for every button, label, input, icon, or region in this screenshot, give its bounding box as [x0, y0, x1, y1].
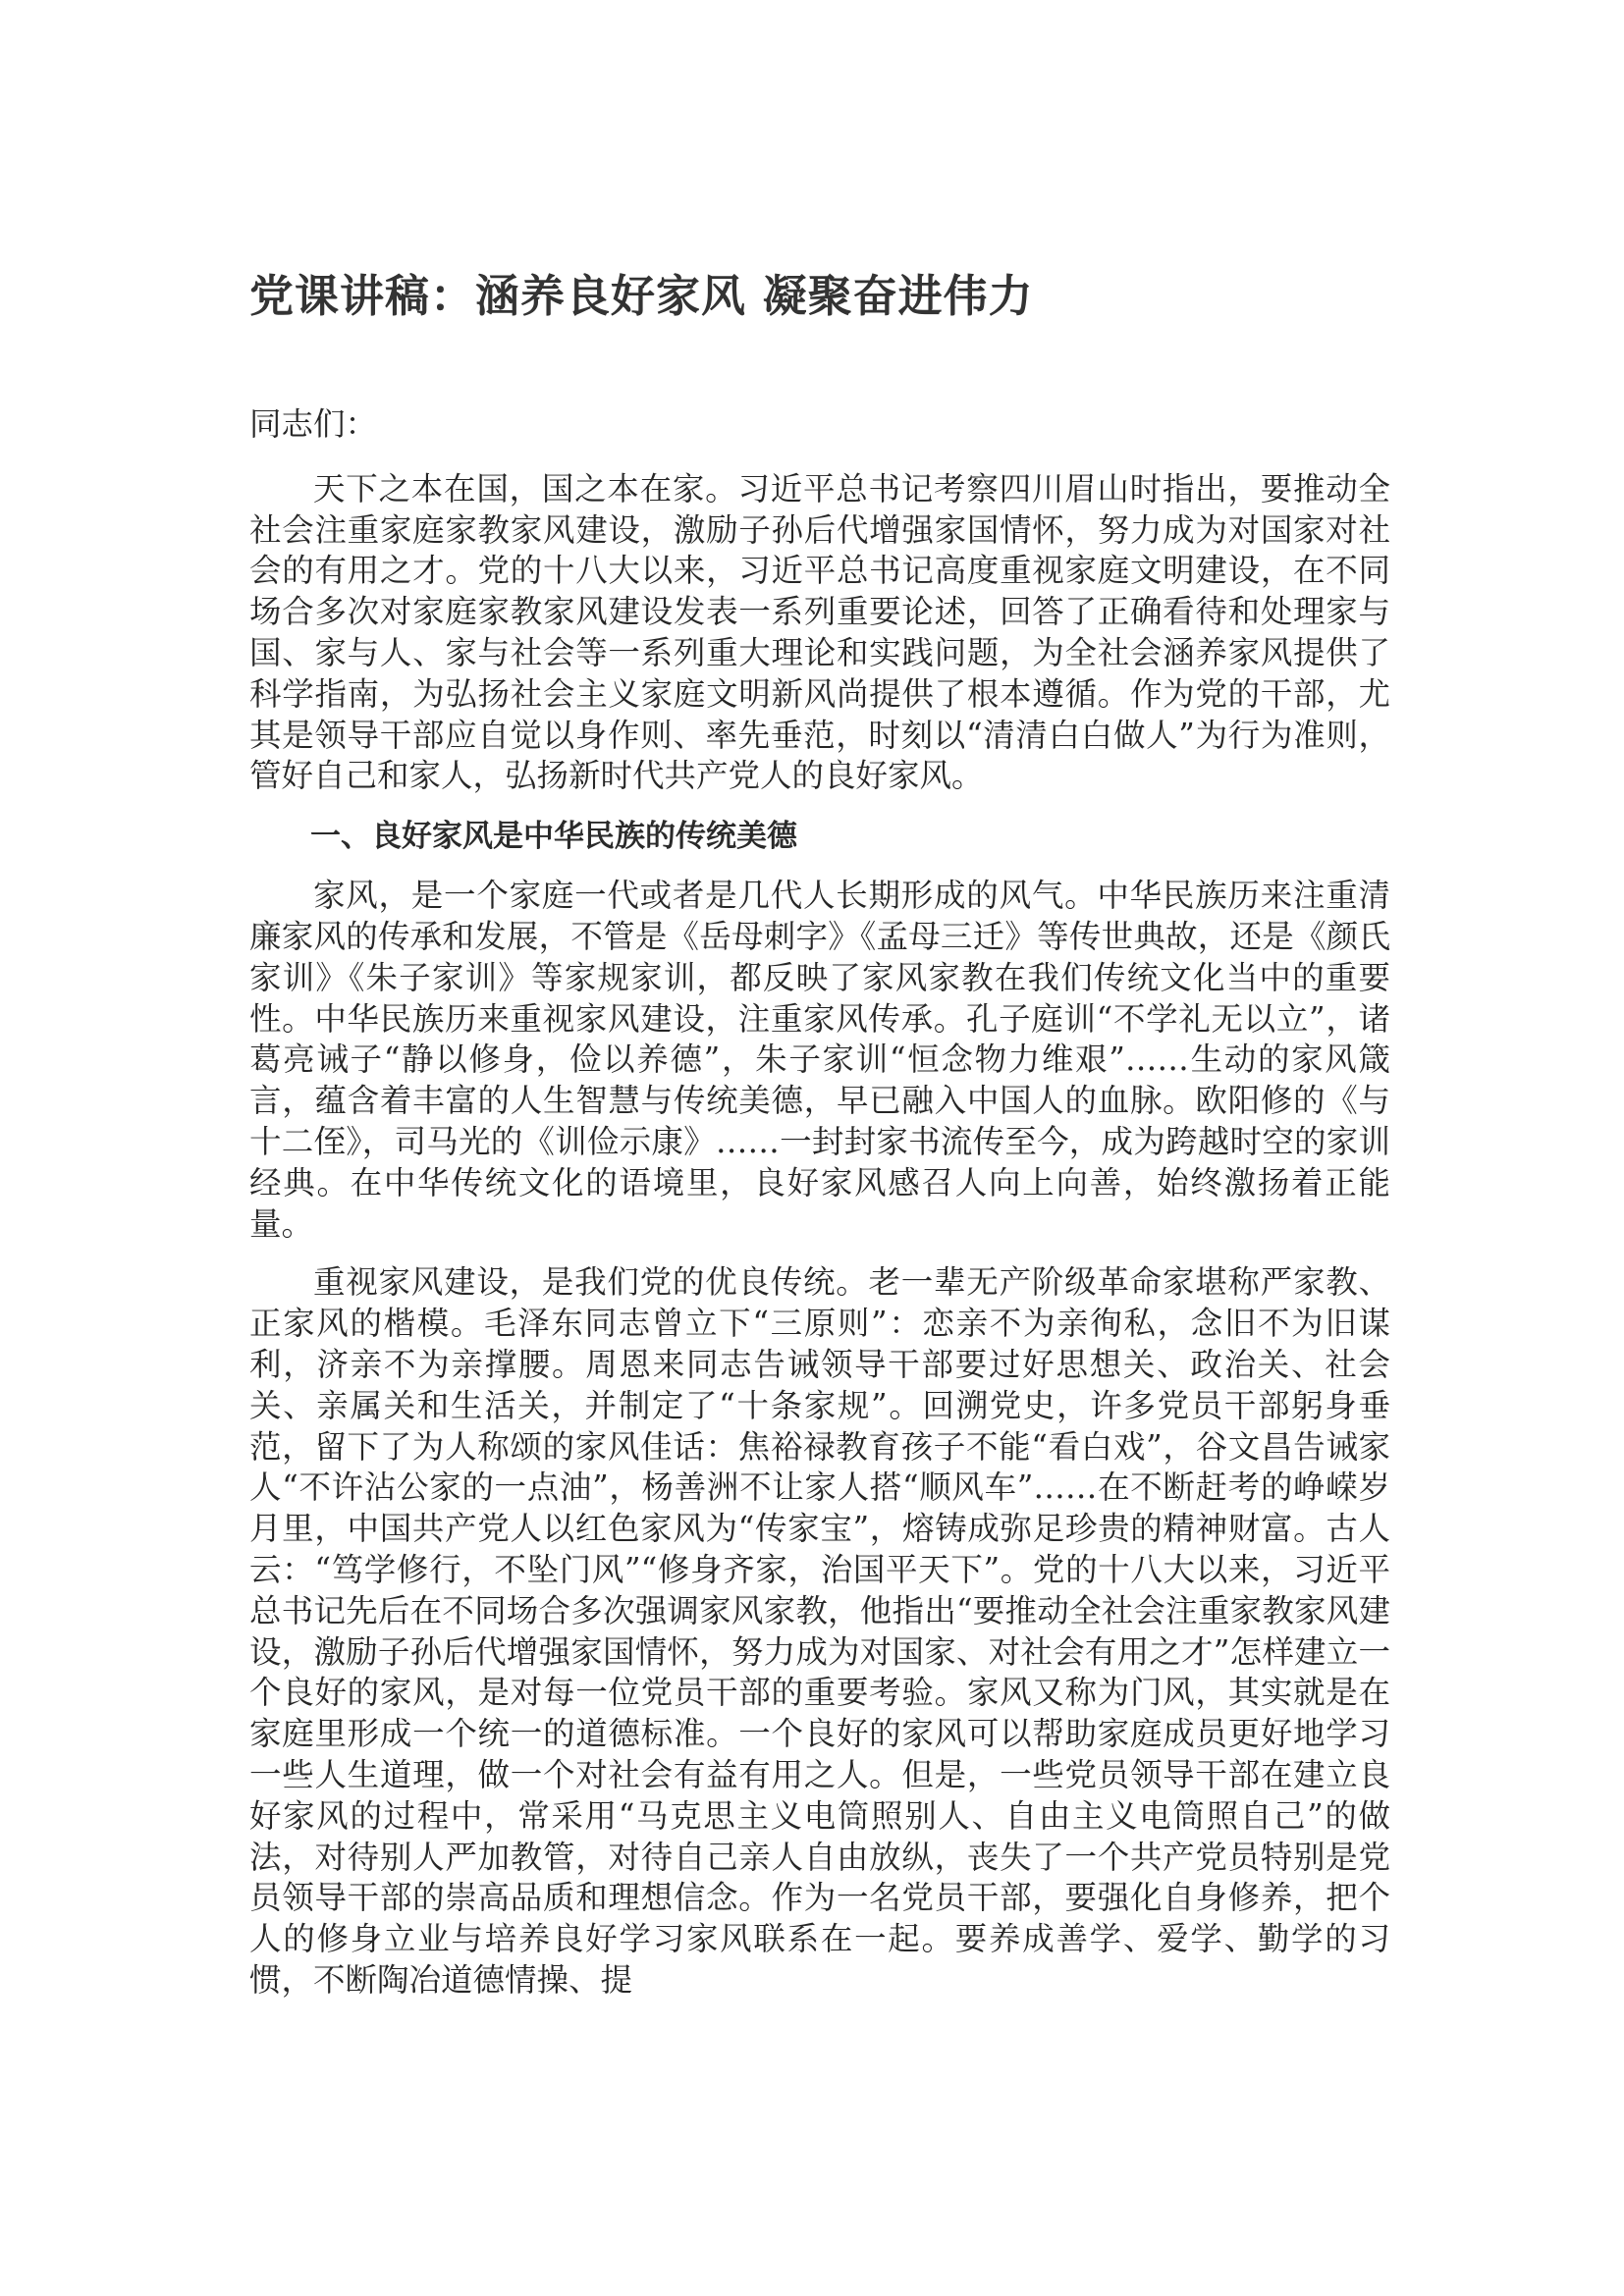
document-body [249, 404, 1390, 2002]
paragraph-intro: 天下之本在国，国之本在家。习近平总书记考察四川眉山时指出，要推动全社会注重家庭家教家风建设，激励子孙后代增强家国情怀，努力成为对国家对社会的有用之才。党的十八大以来，习近平总书记高度重视家庭文明建设，在不同场合多次对家庭家教家风建设发表一系列重要论述，回答了正确看待和处理家与国、家与人、家与社会等一系列重大理论和实践问题，为全社会涵养家风提供了科学指南，为弘扬社会主义家庭文明新风尚提供了根本遵循。作为党的干部，尤其是领导干部应自觉以身作则、率先垂范，时刻以“清清白白做人”为行为准则，管好自己和家人，弘扬新时代共产党人的良好家风。 [249, 469, 1390, 795]
greeting: 同志们： [249, 405, 378, 443]
document-title: 党课讲稿：涵养良好家风 凝聚奋进伟力 [249, 270, 1034, 322]
section-heading-1: 一、良好家风是中华民族的传统美德 [310, 819, 797, 855]
paragraph-party-tradition: 重视家风建设，是我们党的优良传统。老一辈无产阶级革命家堪称严家教、正家风的楷模。毛泽东同志曾立下“三原则”：恋亲不为亲徇私，念旧不为旧谋利，济亲不为亲撑腰。周恩来同志告诫领导干部要过好思想关、政治关、社会关、亲属关和生活关，并制定了“十条家规”。回溯党史，许多党员干部躬身垂范，留下了为人称颂的家风佳话：焦裕禄教育孩子不能“看白戏”，谷文昌告诫家人“不许沾公家的一点油”，杨善洲不让家人搭“顺风车”……在不断赶考的峥嵘岁月里，中国共产党人以红色家风为“传家宝”，熔铸成弥足珍贵的精神财富。古人云：“笃学修行，不坠门风”“修身齐家，治国平天下”。党的十八大以来，习近平总书记先后在不同场合多次强调家风家教，他指出“要推动全社会注重家教家风建设，激励子孙后代增强家国情怀，努力成为对国家、对社会有用之才”怎样建立一个良好的家风，是对每一位党员干部的重要考验。家风又称为门风，其实就是在家庭里形成一个统一的道德标准。一个良好的家风可以帮助家庭成员更好地学习一些人生道理，做一个对社会有益有用之人。但是，一些党员领导干部在建立良好家风的过程中，常采用“马克思主义电筒照别人、自由主义电筒照自己”的做法，对待别人严加教管，对待自己亲人自由放纵，丧失了一个共产党员特别是党员领导干部的崇高品质和理想信念。作为一名党员干部，要强化自身修养，把个人的修身立业与培养良好学习家风联系在一起。要养成善学、爱学、勤学的习惯，不断陶冶道德情操、提 [249, 1263, 1390, 1999]
paragraph-family-tradition: 家风，是一个家庭一代或者是几代人长期形成的风气。中华民族历来注重清廉家风的传承和发展，不管是《岳母刺字》《孟母三迁》等传世典故，还是《颜氏家训》《朱子家训》等家规家训，都反映了家风家教在我们传统文化当中的重要性。中华民族历来重视家风建设，注重家风传承。孔子庭训“不学礼无以立”，诸葛亮诫子“静以修身，俭以养德”，朱子家训“恒念物力维艰”……生动的家风箴言，蕴含着丰富的人生智慧与传统美德，早已融入中国人的血脉。欧阳修的《与十二侄》，司马光的《训俭示康》……一封封家书流传至今，成为跨越时空的家训经典。在中华传统文化的语境里，良好家风感召人向上向善，始终激扬着正能量。 [249, 877, 1390, 1243]
